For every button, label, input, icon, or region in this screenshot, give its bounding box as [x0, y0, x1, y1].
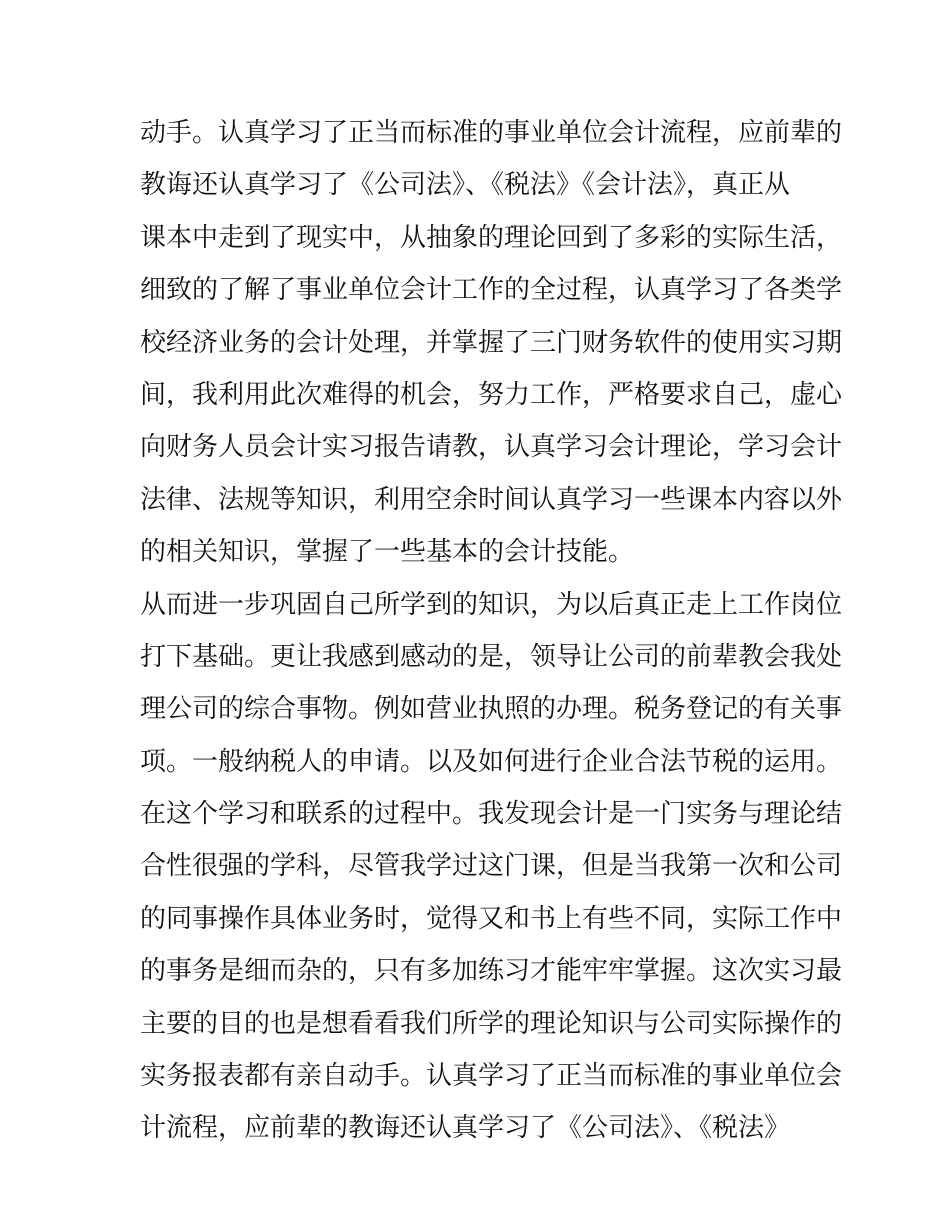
text-line: 法律、法规等知识，利用空余时间认真学习一些课本内容以外: [140, 484, 843, 515]
text-line: 主要的目的也是想看看我们所学的理论知识与公司实际操作的: [140, 1008, 843, 1039]
text-line: 的相关知识，掌握了一些基本的会计技能。: [140, 537, 635, 568]
text-line: 细致的了解了事业单位会计工作的全过程，认真学习了各类学: [140, 275, 843, 306]
text-line: 动手。认真学习了正当而标准的事业单位会计流程，应前辈的: [140, 118, 843, 148]
text-line: 合性很强的学科，尽管我学过这门课，但是当我第一次和公司: [140, 851, 843, 882]
text-line: 课本中走到了现实中，从抽象的理论回到了多彩的实际生活，: [140, 222, 843, 253]
text-line: 计流程，应前辈的教诲还认真学习了《公司法》、《税法》: [140, 1113, 791, 1144]
text-line: 间，我利用此次难得的机会，努力工作，严格要求自己，虚心: [140, 379, 843, 410]
text-line: 项。一般纳税人的申请。以及如何进行企业合法节税的运用。: [140, 746, 843, 777]
text-line: 理公司的综合事物。例如营业执照的办理。税务登记的有关事: [140, 694, 843, 725]
text-line: 教诲还认真学习了《公司法》、《税法》《会计法》，真正从: [140, 170, 791, 201]
text-line: 打下基础。更让我感到感动的是，领导让公司的前辈教会我处: [140, 641, 843, 672]
text-line: 从而进一步巩固自己所学到的知识，为以后真正走上工作岗位: [140, 589, 843, 620]
text-line: 向财务人员会计实习报告请教，认真学习会计理论，学习会计: [140, 432, 843, 463]
text-line: 在这个学习和联系的过程中。我发现会计是一门实务与理论结: [140, 799, 843, 830]
text-line: 校经济业务的会计处理，并掌握了三门财务软件的使用实习期: [140, 327, 843, 358]
text-line: 的事务是细而杂的，只有多加练习才能牢牢掌握。这次实习最: [140, 956, 843, 987]
text-line: 实务报表都有亲自动手。认真学习了正当而标准的事业单位会: [140, 1061, 843, 1092]
body-text: [140, 107, 843, 1155]
text-line: 的同事操作具体业务时，觉得又和书上有些不同，实际工作中: [140, 903, 843, 934]
